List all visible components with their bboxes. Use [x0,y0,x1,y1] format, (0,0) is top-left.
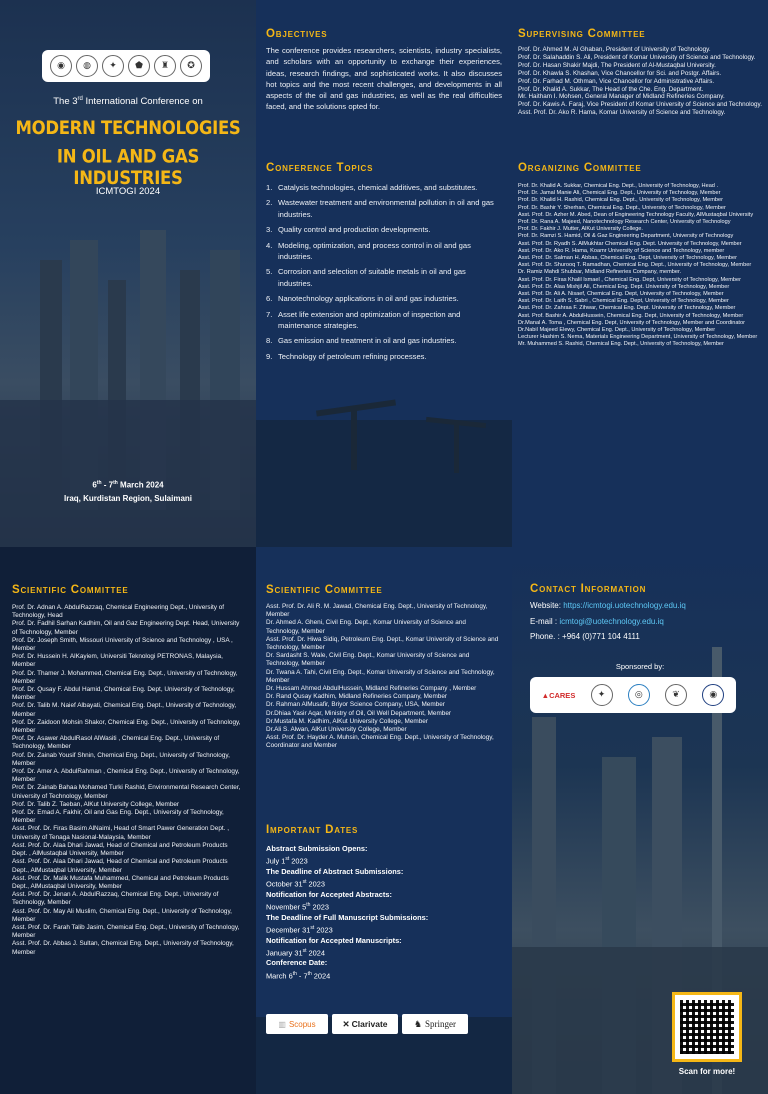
cares-icon: ▲ [541,690,550,700]
clarivate-logo: ✕ Clarivate [332,1014,398,1034]
date-value: March 6th - 7th 2024 [266,970,331,981]
committees-panel [512,0,768,547]
email-link[interactable]: icmtogi@uotechnology.edu.iq [559,617,664,626]
phone-row: Phone. : +964 (0)771 104 4111 [530,632,640,641]
sponsor-logo: ◎ [628,684,650,706]
scientific-panel-1 [0,547,256,1094]
supervising-heading: Supervising Committee [518,28,646,40]
topic-number: 4. [266,240,273,250]
scientific-member: Asst. Prof. Dr. Abbas J. Sultan, Chemical Eng. Dept., University of Technology, Member [12,940,234,956]
date-value: July 1st 2023 [266,856,308,866]
sponsor-logo: ✦ [591,684,613,706]
organizing-member: Asst. Prof. Dr. Alaa Mishjil Ali, Chemical Eng. Dept. University of Technology, Member [518,283,730,290]
date-label: Notification for Accepted Manuscripts: [266,935,402,945]
springer-logo: ♞ Springer [402,1014,468,1034]
sponsor-logo: ❦ [665,684,687,706]
cover-panel [0,0,256,547]
supervising-member: Prof. Dr. Farhad M. Othman, Vice Chancellor for Administrative Affairs. [518,77,715,85]
sponsor-logo: ◉ [702,684,724,706]
scientific-list-2 [266,603,500,751]
conference-location: Iraq, Kurdistan Region, Sulaimani [63,494,193,503]
kut-college-logo: ⬟ [128,55,150,77]
scientific-member: Prof. Dr. Zaidoon Mohsin Shakor, Chemical Eng. Dept., University of Technology, Member [12,718,241,735]
scientific-panel-2 [256,547,512,1094]
supervising-member: Prof. Dr. Hasan Shakir Majdi, The President of Al-Mustaqbal University. [518,61,716,69]
scientific-member: Dr. Rand Qusay Kadhim, Midland Refineries Company, Member [266,693,448,701]
scientific-heading-1: Scientific Committee [12,584,129,596]
date-label: Notification for Accepted Abstracts: [266,889,392,899]
scientific-member: Prof. Dr. Emad A. Fakhir, Oil and Gas Eng. Dept., University of Technology, Member [12,809,224,825]
scientific-member: Asst. Prof. Dr. Malik Mustafa Muhammed, Chemical and Petroleum Products Dept., AlMustaqbal University, Member [12,874,229,890]
contact-panel [512,547,768,1094]
website-link[interactable]: https://icmtogi.uotechnology.edu.iq [563,601,686,610]
organizing-member: Asst. Prof. Dr. Laith S. Sabri , Chemical Eng. Dept, University of Technology, Member [518,298,729,305]
conference-dates: 6th - 7th March 2024 [92,480,164,490]
scientific-member: Prof. Dr. Asawer AbdulRasol AlWasiti , Chemical Eng. Dept., University of Technology, Member [12,735,220,751]
scientific-member: Dr. Hussam Ahmed AbdulHussein, Midland Refineries Company , Member [266,685,477,693]
topic-number: 5. [266,267,273,277]
scientific-member: Prof. Dr. Joseph Smith, Missouri University of Science and Technology , USA , Member [12,636,233,653]
organizing-member: Dr.Manal A. Toma , Chemical Eng. Dept, University of Technology, Member and Coordinator [518,319,745,326]
topic-text: Technology of petroleum refining processes. [278,351,427,361]
organizing-member: Lecturer Hashim S. Nema, Materials Engineering Department, University of Technology, Member [518,334,758,341]
scientific-member: Asst. Prof. Dr. Firas Basim AlNaimi, Head of Smart Pawer Generation Dept. , University of Tenaga Nasional-Malaysia, Member [12,825,229,841]
organizing-member: Prof. Dr. Ramzi S. Hamid, Oil & Gaz Engineering Department, University of Technology [518,233,734,240]
topic-number: 6. [266,294,273,304]
topic-text: Quality control and production developments. [278,225,431,235]
clarivate-icon: ✕ [342,1018,350,1029]
email-row: E-mail : icmtogi@uotechnology.edu.iq [530,617,664,626]
organizing-member: Asst. Prof. Dr. Salman H. Abbas, Chemical Eng. Dept, University of Technology, Member [518,255,737,262]
scientific-member: Prof. Dr. Thamer J. Mohammed, Chemical Eng. Dept., University of Technology, Member [12,669,238,685]
organizing-member: Asst. Prof. Dr. Ali A. Nisaef, Chemical Eng. Dept, University of Technology, Member [518,291,724,298]
qr-code[interactable] [672,992,742,1062]
objectives-heading: Objectives [266,28,328,40]
plant-base [0,400,256,547]
scientific-member: Prof. Dr. Hussein H. AlKayiem, Universiti Teknologi PETRONAS, Malaysia, Member [12,653,223,669]
topic-number: 8. [266,336,273,346]
organizing-member: Prof. Dr. Rana A. Majeed, Nanotechnology Research Center, University of Technology [518,219,731,226]
organizing-member: Asst. Prof. Bashir A. AbdulHussein, Chemical Eng. Dept, University of Technology, Member [518,312,744,319]
pumpjack-icon [454,423,459,473]
dates-heading: Important Dates [266,824,359,836]
topic-item [266,240,502,263]
topic-item [266,309,502,332]
organizing-member: Prof. Dr. Khalid A. Sukkar, Chemical Eng. Dept., University of Technology, Head . [518,183,719,189]
scientific-list-1 [12,604,244,957]
supervising-member: Prof. Dr. Ahmed M. Al Ghaban, President of University of Technology. [518,46,711,53]
sponsored-label: Sponsored by: [615,662,665,671]
indexing-logos [266,1014,468,1034]
topic-item [266,266,502,289]
date-value: November 5th 2023 [266,901,329,912]
organizing-list [518,183,762,349]
organizing-member: Mr. Muhammed S. Rashid, Chemical Eng. Dept., University of Technology, Member [518,341,724,348]
topic-number: 9. [266,351,273,361]
conference-title-line1: MODERN TECHNOLOGIES [15,116,241,139]
date-value: January 31st 2024 [266,947,325,958]
topic-text: Corrosion and selection of suitable metals in oil and gas industries. [278,267,466,288]
contact-heading: Contact Information [530,583,647,595]
topic-number: 3. [266,225,273,235]
scientific-member: Prof. Dr. Qusay F. Abdul Hamid, Chemical Eng. Dept, University of Technology, Member [12,686,235,702]
date-label: Conference Date: [266,958,328,968]
scientific-member: Dr. Sardasht S. Wale, Civil Eng. Dept., Komar University of Science and Technology, Member [266,652,470,668]
supervising-list [518,46,762,117]
website-row: Website: https://icmtogi.uotechnology.edu.iq [530,601,686,610]
komar-university-logo: ◍ [76,55,98,77]
organizing-member: Dr. Ramiz Mahdi Shubbar, Midland Refineries Company, member. [518,269,682,276]
scientific-member: Prof. Dr. Fadhil Sarhan Kadhim, Oil and Gaz Engineering Dept. Head, University of Technology, Member [12,620,240,636]
scientific-member: Prof. Dr. Talib M. Naief Albayati, Chemical Eng. Dept., University of Technology, Member [12,702,237,718]
dates-list [266,844,500,981]
scientific-member: Asst. Prof. Dr. Jenan A. AbdulRazzaq, Chemical Eng. Dept., University of Technology, Member [12,891,219,907]
cares-logo: ▲CARES [541,690,576,700]
topic-text: Wastewater treatment and environmental pollution in oil and gas industries. [278,198,494,219]
topic-item [266,335,502,346]
scientific-member: Dr.Ali S. Alwan, AlKut University College, Member [266,726,407,734]
phone-number: +964 (0)771 104 4111 [562,632,640,641]
organizing-member: Asst. Prof. Dr. Zahraa F. Zihwar, Chemical Eng. Dept. University of Technology, Member [518,305,736,312]
organizing-member: Asst. Prof. Dr. Ako R. Hama, Koamr University of Science and Technology, member [518,247,725,254]
scientific-heading-2: Scientific Committee [266,584,383,596]
supervising-member: Prof. Dr. Khalid A. Sukkar, The Head of the Che. Eng. Department. [518,85,704,93]
organizing-member: Prof. Dr. Jamal Manie Ali, Chemical Eng. Dept., University of Technology, Member [518,190,721,197]
scan-label: Scan for more! [678,1067,736,1076]
conference-title-line2: IN OIL AND GAS INDUSTRIES [56,145,200,189]
organizing-member: Asst. Prof. Dr. Azher M. Abed, Dean of Engineering Technology Faculty, AlMustaqbal University [518,211,754,218]
partner-logos [42,50,210,82]
date-label: The Deadline of Abstract Submissions: [266,866,404,876]
conference-edition: The 3rd International Conference on [53,96,203,108]
pumpjack-field [256,420,512,547]
springer-horse-icon: ♞ [413,1018,423,1029]
supervising-member: Prof. Dr. Khawla S. Khashan, Vice Chancellor for Sci. and Postgr. Affairs. [518,69,722,77]
supervising-member: Prof. Dr. Kawis A. Faraj, Vice President of Komar University of Science and Technology. [518,101,762,109]
scientific-member: Dr. Ahmed A. Gheni, Civil Eng. Dept., Komar University of Science and Technology, Member [266,619,466,635]
topic-item [266,197,502,220]
organizing-heading: Organizing Committee [518,162,642,174]
scientific-member: Dr. Rahman AlMusafir, Briyor Science Company, USA, Member [266,701,445,709]
topic-item [266,351,502,362]
topic-item [266,293,502,304]
topic-number: 1. [266,183,273,192]
supervising-member: Asst. Prof. Dr. Ako R. Hama, Komar University of Science and Technology. [518,109,726,117]
organizing-member: Prof. Dr. Bashir Y. Sherhan, Chemical Eng. Dept., University of Technology, Member [518,204,726,211]
topic-number: 2. [266,198,273,208]
topic-number: 7. [266,309,273,319]
organizing-member: Dr.Nabil Majeed Elewy, Chemical Eng. Dept., University of Technology, Member [518,327,716,334]
scientific-member: Asst. Prof. Dr. Hiwa Sidiq, Petroleum Eng. Dept., Komar University of Science and Technology, Member [266,635,499,652]
date-value: October 31st 2023 [266,879,325,889]
scientific-member: Prof. Dr. Zainab Yousif Shnin, Chemical Eng. Dept., University of Technology, Member [12,751,230,767]
topic-text: Nanotechnology applications in oil and gas industries. [278,294,459,304]
organizing-member: Asst. Prof. Dr. Firas Khalil Ismael , Chemical Eng. Dept, University of Technology, Member [518,276,742,283]
scopus-logo: ▥ Scopus [266,1014,328,1034]
qr-code-icon [680,1000,734,1054]
topic-text: Gas emission and treatment in oil and gas industries. [278,336,457,346]
pumpjack-icon [351,410,357,470]
organizing-member: Prof. Dr. Fakhir J. Mutter, AlKut University College. [518,226,643,233]
topic-text: Modeling, optimization, and process control in oil and gas industries. [278,240,471,262]
scientific-member: Dr.Mustafa M. Kadhim, AlKut University College, Member [266,717,428,725]
scientific-member: Dr. Twana A. Tahi, Civil Eng. Dept., Komar University of Science and Technology, Member [266,668,495,684]
organizing-member: Asst. Prof. Dr. Shurooq T. Ramadhan, Chemical Eng. Dept., University of Technology, Member [518,262,752,269]
date-label: The Deadline of Full Manuscript Submissions: [266,912,429,922]
scientific-member: Asst. Prof. Dr. Hayder A. Muhsin, Chemical Eng. Dept., University of Technology, Coordinator and Member [266,734,494,750]
date-label: Abstract Submission Opens: [266,844,368,853]
mustaqbal-university-logo: ✦ [102,55,124,77]
supervising-member: Mr. Haitham I. Mohsen, General Manager of Midland Refineries Company. [518,93,725,101]
conference-acronym: ICMTOGI 2024 [95,186,161,197]
scientific-member: Prof. Dr. Talib Z. Taeban, AlKut University College, Member [12,800,180,808]
topic-item [266,224,502,235]
scientific-member: Prof. Dr. Zainab Bahaa Mohamed Turki Rashid, Environmental Research Center, University of Technology, Member [12,784,241,800]
scientific-member: Asst. Prof. Dr. Alaa Dhari Jawad, Head of Chemical and Petroleum Products Dept. , AlMustaqbal University, Member [12,841,228,858]
date-value: December 31st 2023 [266,924,333,935]
university-of-technology-logo: ◉ [50,55,72,77]
ministry-logo: ✪ [180,55,202,77]
objectives-panel [256,0,512,547]
scientific-member: Dr.Dhiaa Yasir Aqar, Ministry of Oil, Oil Well Department, Member [266,709,452,717]
topics-heading: Conference Topics [266,162,374,174]
scientific-member: Prof. Dr. Amer A. AbdulRahman , Chemical Eng. Dept., University of Technology, Member [12,768,240,784]
scientific-member: Asst. Prof. Dr. Ali R. M. Jawad, Chemical Eng. Dept., University of Technology, Member [266,603,488,619]
topic-text: Catalysis technologies, chemical additives, and substitutes. [278,183,478,192]
sponsor-logos [530,677,736,713]
organizing-member: Prof. Dr. Khalid H. Rashid, Chemical Eng. Dept., University of Technology, Member [518,197,723,204]
scientific-member: Asst. Prof. Dr. Farah Talib Jasim, Chemical Eng. Dept., University of Technology, Member [12,923,240,940]
supervising-member: Prof. Dr. Salahaddin S. Ali, President of Komar University of Science and Technology. [518,53,756,61]
topic-text: Asset life extension and optimization of inspection and maintenance strategies. [278,309,461,331]
scientific-member: Asst. Prof. Dr. Alaa Dhari Jawad, Head of Chemical and Petroleum Products Dept., AlMustaqbal University, Member [12,858,228,874]
midland-refineries-logo: ♜ [154,55,176,77]
topics-list [266,182,502,366]
organizing-member: Asst. Prof. Dr. Ryadh S. AlMukhtar Chemical Eng. Dept. University of Technology, Member [518,240,742,247]
scientific-member: Prof. Dr. Adnan A. AbdulRazzaq, Chemical Engineering Dept., University of Technology, Head [12,604,225,620]
topic-item [266,182,502,193]
scientific-member: Asst. Prof. Dr. May Ali Muslim, Chemical Eng. Dept., University of Technology, Member [12,907,232,923]
objectives-text: The conference provides researchers, scientists, industry specialists, and scholars with an opportunity to exchange their experiences, ideas, research findings, and sophisticated works. It also discusses hot topics and the most recent challenges, and developments in all aspects of the oil and gas industries, as well as the real difficulties faced, and the solutions opted for. [266,46,502,112]
scopus-icon: ▥ [278,1019,286,1029]
